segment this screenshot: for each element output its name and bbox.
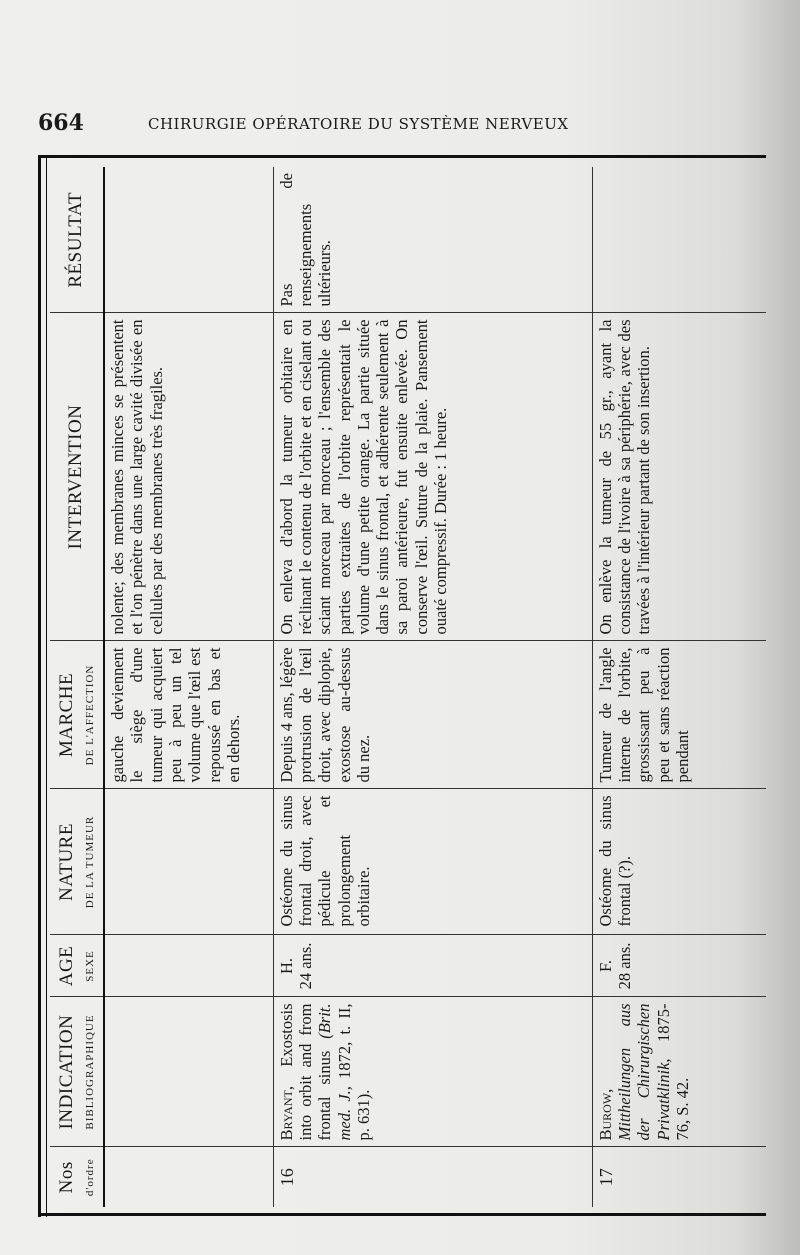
table-bottom-rule: [38, 1213, 766, 1216]
col-title: MARCHE: [56, 672, 77, 758]
page-number: 664: [38, 110, 84, 136]
table-header-row: [50, 167, 104, 1207]
cell-indication: [592, 997, 766, 1147]
col-header-number: [50, 1147, 104, 1207]
col-title: INTERVENTION: [65, 404, 87, 550]
table-left-rule: [38, 155, 41, 1217]
col-header-resultat: [50, 167, 104, 313]
cell-intervention: On enlève la tumeur de 55 gr., ayant la consistance de l'ivoire à sa périphérie, avec des travées à l'intérieur partant de son insertion.: [592, 313, 766, 641]
running-title: CHIRURGIE OPÉRATOIRE DU SYSTÈME NERVEUX: [148, 115, 569, 133]
col-header-nature: [50, 789, 104, 935]
table-left-inner-rule: [46, 155, 47, 1217]
citation-text: 1872, t. II, p. 631).: [334, 1003, 373, 1141]
col-header-marche: [50, 641, 104, 789]
indication-text: Exostosis into orbit and from frontal sinus: [276, 1003, 335, 1141]
table-row-continuation: [104, 167, 273, 1207]
author-name: Burow,: [595, 1088, 615, 1141]
case-number: 16: [273, 1147, 592, 1207]
cell-age-sex: [592, 935, 766, 997]
cell-nature: [104, 789, 273, 935]
cell-resultat: [592, 167, 766, 313]
rotated-table-container: [50, 167, 766, 1207]
col-subtitle: BIBLIOGRAPHIQUE: [84, 1014, 97, 1130]
col-header-indication: [50, 997, 104, 1147]
table-top-rule: [38, 155, 766, 158]
cell-number: [104, 1147, 273, 1207]
case-number: 17: [592, 1147, 766, 1207]
cell-resultat: Pas de renseignements ultérieurs.: [273, 167, 592, 313]
table-row: [592, 167, 766, 1207]
col-subtitle: DE L'AFFECTION: [84, 664, 97, 766]
cell-nature: Ostéome du sinus frontal (?).: [592, 789, 766, 935]
cell-nature: Ostéome du sinus frontal droit, avec pédicule et prolongement orbitaire.: [273, 789, 592, 935]
sex-value: F.: [595, 960, 615, 972]
table-row: [273, 167, 592, 1207]
author-name: Bryant,: [276, 1086, 296, 1141]
cell-indication: [104, 997, 273, 1147]
cell-intervention: On enleva d'abord la tumeur orbitaire en réclinant le contenu de l'orbite et en ciselant ou sciant morceau par morceau ; l'ensemble des parties extraites de l'orbite représentait le volume d'une petite orange. La partie située dans le sinus frontal, et adhérente seulement à sa paroi antérieure, fut ensuite enlevée. On conserve l'œil. Suture de la plaie. Pansement ouaté compressif. Durée : 1 heure.: [273, 313, 592, 641]
col-title: NATURE: [56, 823, 77, 901]
col-title: RÉSULTAT: [65, 191, 87, 288]
journal-name: Mittheilungen aus der Chirurgischen Privatklinik,: [615, 1003, 673, 1141]
col-title: INDICATION: [56, 1014, 77, 1130]
table-frame: [38, 155, 766, 1217]
cell-age: [104, 935, 273, 997]
sex-value: H.: [276, 957, 296, 975]
cell-marche: Tumeur de l'angle interne de l'orbite, grossissant peu à peu et sans réaction pendant: [592, 641, 766, 789]
cell-age-sex: [273, 935, 592, 997]
age-value: 24 ans.: [295, 942, 315, 990]
col-title: Nos: [56, 1161, 77, 1194]
age-value: 28 ans.: [615, 942, 635, 990]
col-header-intervention: [50, 313, 104, 641]
cell-indication: [273, 997, 592, 1147]
cell-resultat: [104, 167, 273, 313]
col-subtitle: DE LA TUMEUR: [84, 815, 97, 909]
cell-marche: gauche deviennent le siège d'une tumeur qui acquiert peu à peu un tel volume que l'œil est repoussé en bas et en dehors.: [104, 641, 273, 789]
col-header-age: [50, 935, 104, 997]
col-subtitle: d'ordre: [84, 1158, 97, 1197]
col-title: AGE: [56, 945, 77, 987]
cell-intervention: nolente; des membranes minces se présentent et l'on pénètre dans une large cavité divisée en cellules par des membranes très fragiles.: [104, 313, 273, 641]
surgical-cases-table: [50, 167, 766, 1207]
col-subtitle: SEXE: [84, 950, 97, 982]
citation-text: 1875-76, S. 42.: [653, 1003, 692, 1141]
journal-name: (Brit. med. J.,: [315, 1003, 354, 1141]
cell-marche: Depuis 4 ans, légère protrusion de l'œil droit, avec diplopie, exostose au-dessus du nez.: [273, 641, 592, 789]
